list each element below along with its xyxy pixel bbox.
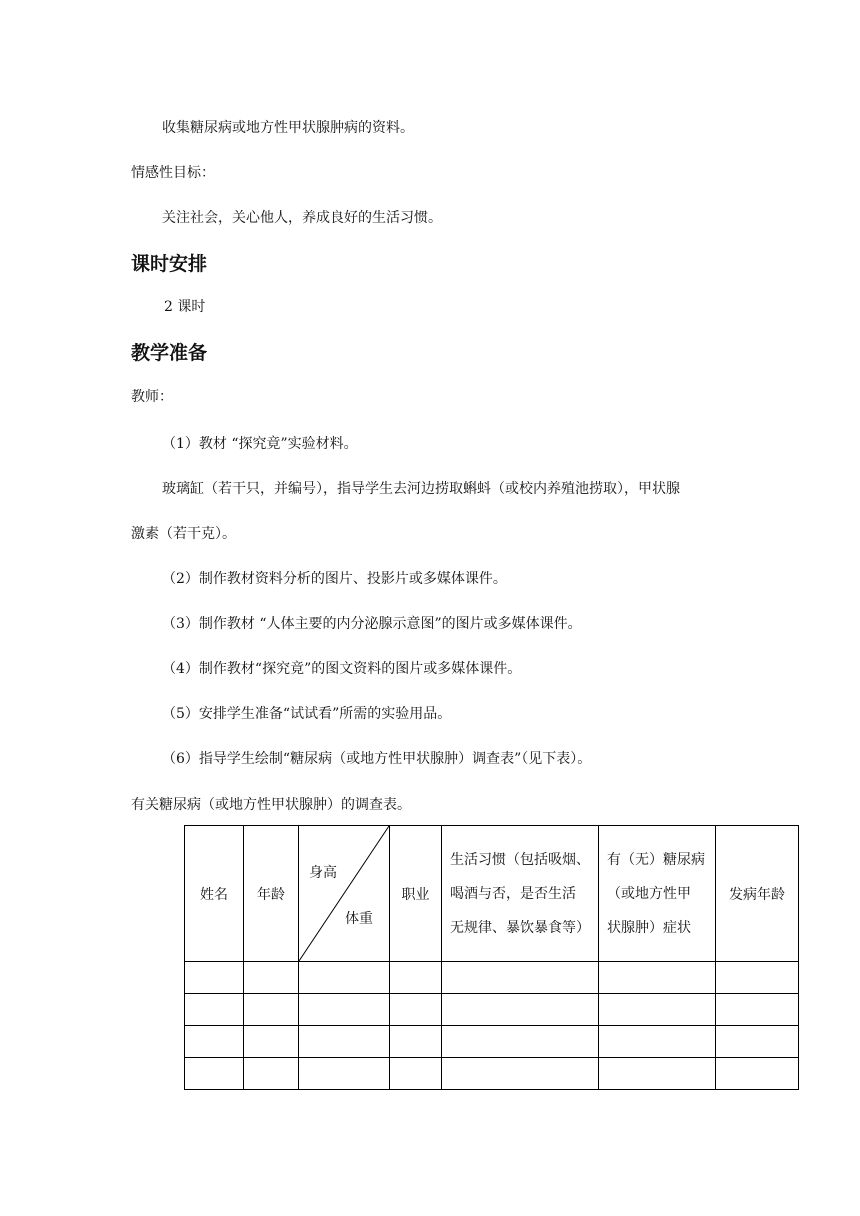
table-cell: [390, 1026, 442, 1058]
table-row: [185, 1026, 799, 1058]
header-symptom-line-2: （或地方性甲: [607, 885, 691, 902]
survey-table: [184, 825, 799, 1090]
table-cell: [299, 1058, 390, 1090]
paragraph-collect: 收集糖尿病或地方性甲状腺肿病的资料。: [162, 120, 414, 136]
header-occupation: 职业: [390, 826, 442, 962]
table-cell: [185, 994, 244, 1026]
header-symptom-line-1: 有（无）糖尿病: [607, 851, 705, 868]
table-cell: [716, 994, 799, 1026]
table-cell: [299, 994, 390, 1026]
prep-item-1-detail: 玻璃缸（若干只，并编号），指导学生去河边捞取蝌蚪（或校内养殖池捞取），甲状腺: [162, 481, 680, 497]
table-cell: [299, 1026, 390, 1058]
prep-item-5: （5）安排学生准备“试试看”所需的实验用品。: [162, 706, 452, 722]
table-cell: [442, 1026, 599, 1058]
header-habits-line-2: 喝酒与否，是否生活: [450, 885, 576, 902]
heading-preparation: 教学准备: [131, 342, 208, 364]
header-age: 年龄: [244, 826, 299, 962]
header-height-weight: [299, 826, 390, 962]
header-height: 身高: [309, 865, 337, 881]
header-habits: [442, 826, 599, 962]
heading-schedule: 课时安排: [131, 253, 208, 275]
prep-item-4: （4）制作教材“探究竟”的图文资料的图片或多媒体课件。: [162, 661, 522, 677]
table-cell: [599, 1026, 716, 1058]
label-teacher: 教师：: [131, 389, 173, 405]
header-onset-age: 发病年龄: [716, 826, 799, 962]
diagonal-divider: [299, 826, 389, 961]
table-cell: [185, 1058, 244, 1090]
table-cell: [599, 1058, 716, 1090]
prep-item-1: （1）教材 “探究竟”实验材料。: [162, 436, 358, 452]
table-row: [185, 994, 799, 1026]
prep-item-6: （6）指导学生绘制“糖尿病（或地方性甲状腺肿）调查表”（见下表）。: [162, 751, 592, 767]
table-cell: [244, 962, 299, 994]
table-cell: [244, 1058, 299, 1090]
table-cell: [244, 1026, 299, 1058]
header-name: 姓名: [185, 826, 244, 962]
header-weight: 体重: [345, 911, 373, 927]
prep-item-1-detail-continued: 激素（若干克）。: [131, 526, 236, 542]
table-cell: [442, 962, 599, 994]
table-cell: [442, 1058, 599, 1090]
prep-item-2: （2）制作教材资料分析的图片、投影片或多媒体课件。: [162, 571, 507, 587]
header-symptom: [599, 826, 716, 962]
paragraph-emotion-goal: 关注社会，关心他人，养成良好的生活习惯。: [162, 210, 442, 226]
paragraph-schedule: 2 课时: [164, 299, 206, 315]
table-cell: [716, 962, 799, 994]
table-cell: [185, 962, 244, 994]
label-emotion-goal: 情感性目标：: [131, 165, 215, 181]
header-symptom-line-3: 状腺肿）症状: [607, 919, 691, 936]
prep-item-3: （3）制作教材 “人体主要的内分泌腺示意图”的图片或多媒体课件。: [162, 616, 582, 632]
table-cell: [716, 1026, 799, 1058]
table-cell: [442, 994, 599, 1026]
table-cell: [716, 1058, 799, 1090]
table-cell: [390, 1058, 442, 1090]
table-cell: [390, 994, 442, 1026]
table-cell: [185, 1026, 244, 1058]
header-habits-line-1: 生活习惯（包括吸烟、: [450, 851, 590, 868]
table-caption: 有关糖尿病（或地方性甲状腺肿）的调查表。: [131, 797, 411, 813]
table-cell: [390, 962, 442, 994]
table-row: [185, 962, 799, 994]
header-habits-line-3: 无规律、暴饮暴食等）: [450, 919, 590, 936]
table-cell: [599, 962, 716, 994]
table-cell: [599, 994, 716, 1026]
table-cell: [244, 994, 299, 1026]
table-cell: [299, 962, 390, 994]
table-body: [185, 962, 799, 1090]
table-row: [185, 1058, 799, 1090]
table-header-row: [185, 826, 799, 962]
